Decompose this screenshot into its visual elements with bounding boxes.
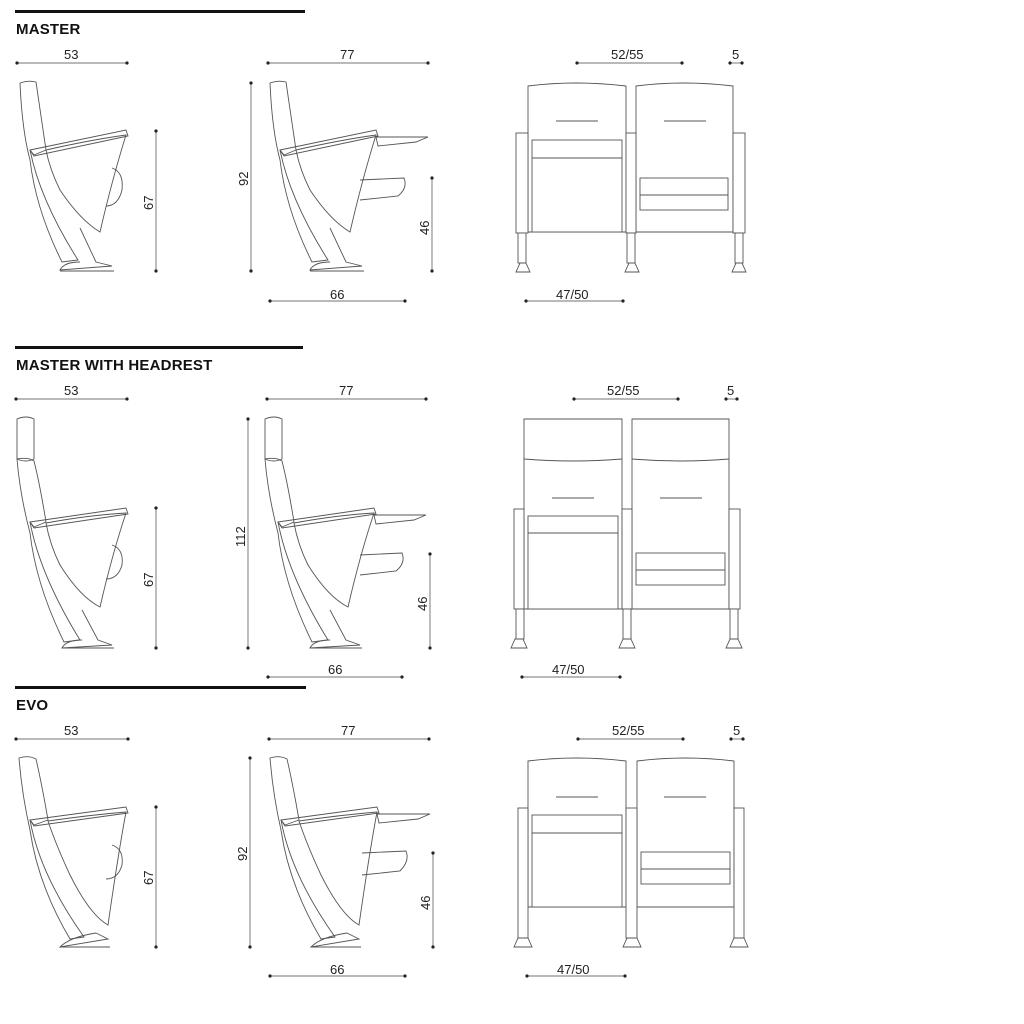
- section-title: MASTER WITH HEADREST: [16, 357, 213, 374]
- technical-drawing: [0, 335, 1024, 685]
- tablet-view: [235, 723, 435, 978]
- dim-arm-height: 67: [141, 870, 156, 885]
- dim-seat-depth: 66: [328, 662, 343, 677]
- section-title: EVO: [16, 697, 49, 714]
- dim-arm-height: 67: [141, 572, 156, 587]
- dim-seat-width: 52/55: [611, 47, 644, 62]
- technical-drawing: [0, 685, 1024, 1024]
- dim-seat-width: 52/55: [612, 723, 645, 738]
- dim-tablet-depth: 77: [341, 723, 356, 738]
- section-evo: [0, 685, 1024, 1024]
- dim-arm-height: 67: [141, 195, 156, 210]
- dim-height: 92: [236, 171, 251, 186]
- front-view: [516, 47, 746, 303]
- dim-row-width: 47/50: [557, 962, 590, 977]
- section-master: [0, 0, 1024, 335]
- front-view: [511, 383, 742, 679]
- dim-row-width: 47/50: [556, 287, 589, 302]
- dim-tablet-depth: 77: [340, 47, 355, 62]
- dim-side-depth: 53: [64, 47, 79, 62]
- dim-seat-width: 52/55: [607, 383, 640, 398]
- dim-seat-height: 46: [418, 895, 433, 910]
- dim-arm-width: 5: [733, 723, 741, 738]
- side-view: [14, 723, 157, 949]
- dim-seat-height: 46: [415, 596, 430, 611]
- tablet-view: [236, 47, 434, 303]
- dim-side-depth: 53: [64, 383, 79, 398]
- dim-row-width: 47/50: [552, 662, 585, 677]
- tablet-view: [233, 383, 432, 679]
- dim-height: 92: [235, 846, 250, 861]
- dim-arm-width: 5: [727, 383, 735, 398]
- section-title: MASTER: [16, 21, 81, 38]
- side-view: [15, 47, 157, 273]
- side-view: [14, 383, 157, 650]
- dim-seat-depth: 66: [330, 287, 345, 302]
- dim-seat-height: 46: [417, 220, 432, 235]
- front-view: [514, 723, 748, 978]
- dim-height: 112: [233, 526, 248, 547]
- dim-side-depth: 53: [64, 723, 79, 738]
- dim-arm-width: 5: [732, 47, 740, 62]
- section-master-with-headrest: [0, 335, 1024, 685]
- technical-drawing: [0, 0, 1024, 335]
- dim-seat-depth: 66: [330, 962, 345, 977]
- dim-tablet-depth: 77: [339, 383, 354, 398]
